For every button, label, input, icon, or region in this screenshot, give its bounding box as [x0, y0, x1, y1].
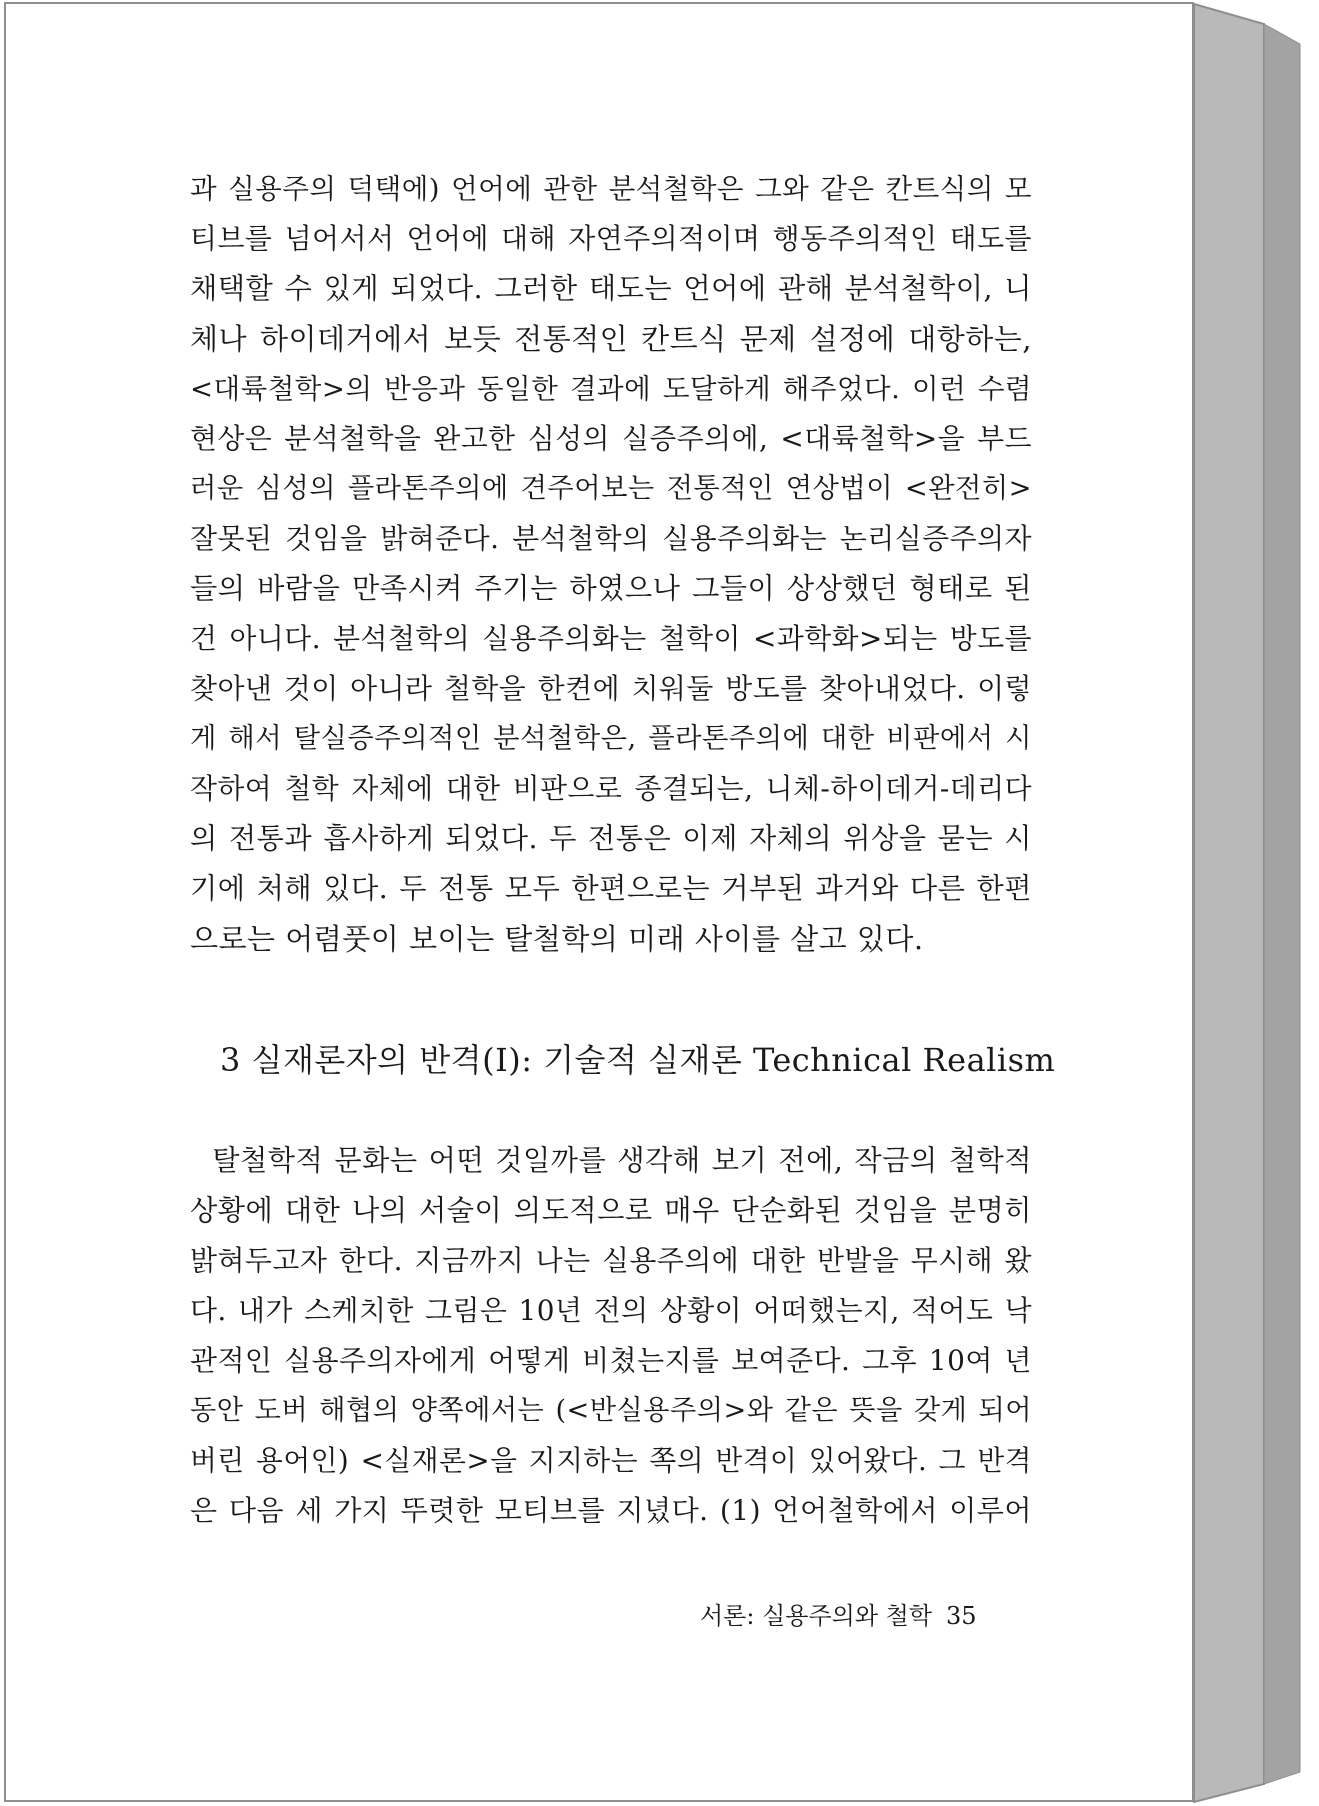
text-line: 다. 내가 스케치한 그림은 10년 전의 상황이 어떠했는지, 적어도 낙 [190, 1294, 1032, 1327]
text-line: <대륙철학>의 반응과 동일한 결과에 도달하게 해주었다. 이런 수렴 [190, 373, 1032, 405]
text-line: 으로는 어렴풋이 보이는 탈철학의 미래 사이를 살고 있다. [190, 922, 924, 956]
text-line: 상황에 대한 나의 서술이 의도적으로 매우 단순화된 것임을 분명히 [190, 1194, 1032, 1227]
text-line: 의 전통과 흡사하게 되었다. 두 전통은 이제 자체의 위상을 묻는 시 [190, 822, 1032, 855]
text-line: 채택할 수 있게 되었다. 그러한 태도는 언어에 관해 분석철학이, 니 [190, 272, 1032, 305]
text-line: 러운 심성의 플라톤주의에 견주어보는 전통적인 연상법이 <완전히> [190, 473, 1032, 504]
text-line: 기에 처해 있다. 두 전통 모두 한편으로는 거부된 과거와 다른 한편 [190, 872, 1032, 905]
text-line: 찾아낸 것이 아니라 철학을 한켠에 치워둘 방도를 찾아내었다. 이렇 [190, 672, 1032, 705]
text-line: 동안 도버 해협의 양쪽에서는 (<반실용주의>와 같은 뜻을 갖게 되어 [190, 1395, 1032, 1426]
text-line: 체나 하이데거에서 보듯 전통적인 칸트식 문제 설정에 대항하는, [190, 322, 1032, 356]
text-line: 관적인 실용주의자에게 어떻게 비쳤는지를 보여준다. 그후 10여 년 [190, 1344, 1032, 1377]
text-line: 은 다음 세 가지 뚜렷한 모티브를 지녔다. (1) 언어철학에서 이루어 [190, 1494, 1032, 1527]
body-paragraph-2 [190, 1136, 1032, 1536]
text-line: 작하여 철학 자체에 대한 비판으로 종결되는, 니체-하이데거-데리다 [190, 772, 1032, 805]
text-line: 티브를 넘어서서 언어에 대해 자연주의적이며 행동주의적인 태도를 [190, 222, 1032, 255]
text-line: 현상은 분석철학을 완고한 심성의 실증주의에, <대륙철학>을 부드 [190, 422, 1032, 455]
text-line: 과 실용주의 덕택에) 언어에 관한 분석철학은 그와 같은 칸트식의 모 [190, 173, 1032, 205]
page-footer [700, 1598, 977, 1634]
section-heading: 3 실재론자의 반격(I): 기술적 실재론 Technical Realism [220, 1041, 1056, 1079]
body-paragraph-1 [190, 164, 1032, 964]
text-line: 버린 용어인) <실재론>을 지지하는 쪽의 반격이 있어왔다. 그 반격 [190, 1444, 1032, 1477]
running-title: 서론: 실용주의와 철학 [700, 1602, 932, 1630]
text-line: 게 해서 탈실증주의적인 분석철학은, 플라톤주의에 대한 비판에서 시 [190, 723, 1032, 754]
text-line: 잘못된 것임을 밝혀준다. 분석철학의 실용주의화는 논리실증주의자 [190, 522, 1032, 555]
text-line: 밝혀두고자 한다. 지금까지 나는 실용주의에 대한 반발을 무시해 왔 [190, 1244, 1032, 1277]
text-line: 들의 바람을 만족시켜 주기는 하였으나 그들이 상상했던 형태로 된 [190, 572, 1032, 605]
text-line: 건 아니다. 분석철학의 실용주의화는 철학이 <과학화>되는 방도를 [190, 622, 1032, 655]
page-number: 35 [946, 1602, 977, 1630]
text-line: 탈철학적 문화는 어떤 것일까를 생각해 보기 전에, 작금의 철학적 [190, 1144, 1032, 1177]
